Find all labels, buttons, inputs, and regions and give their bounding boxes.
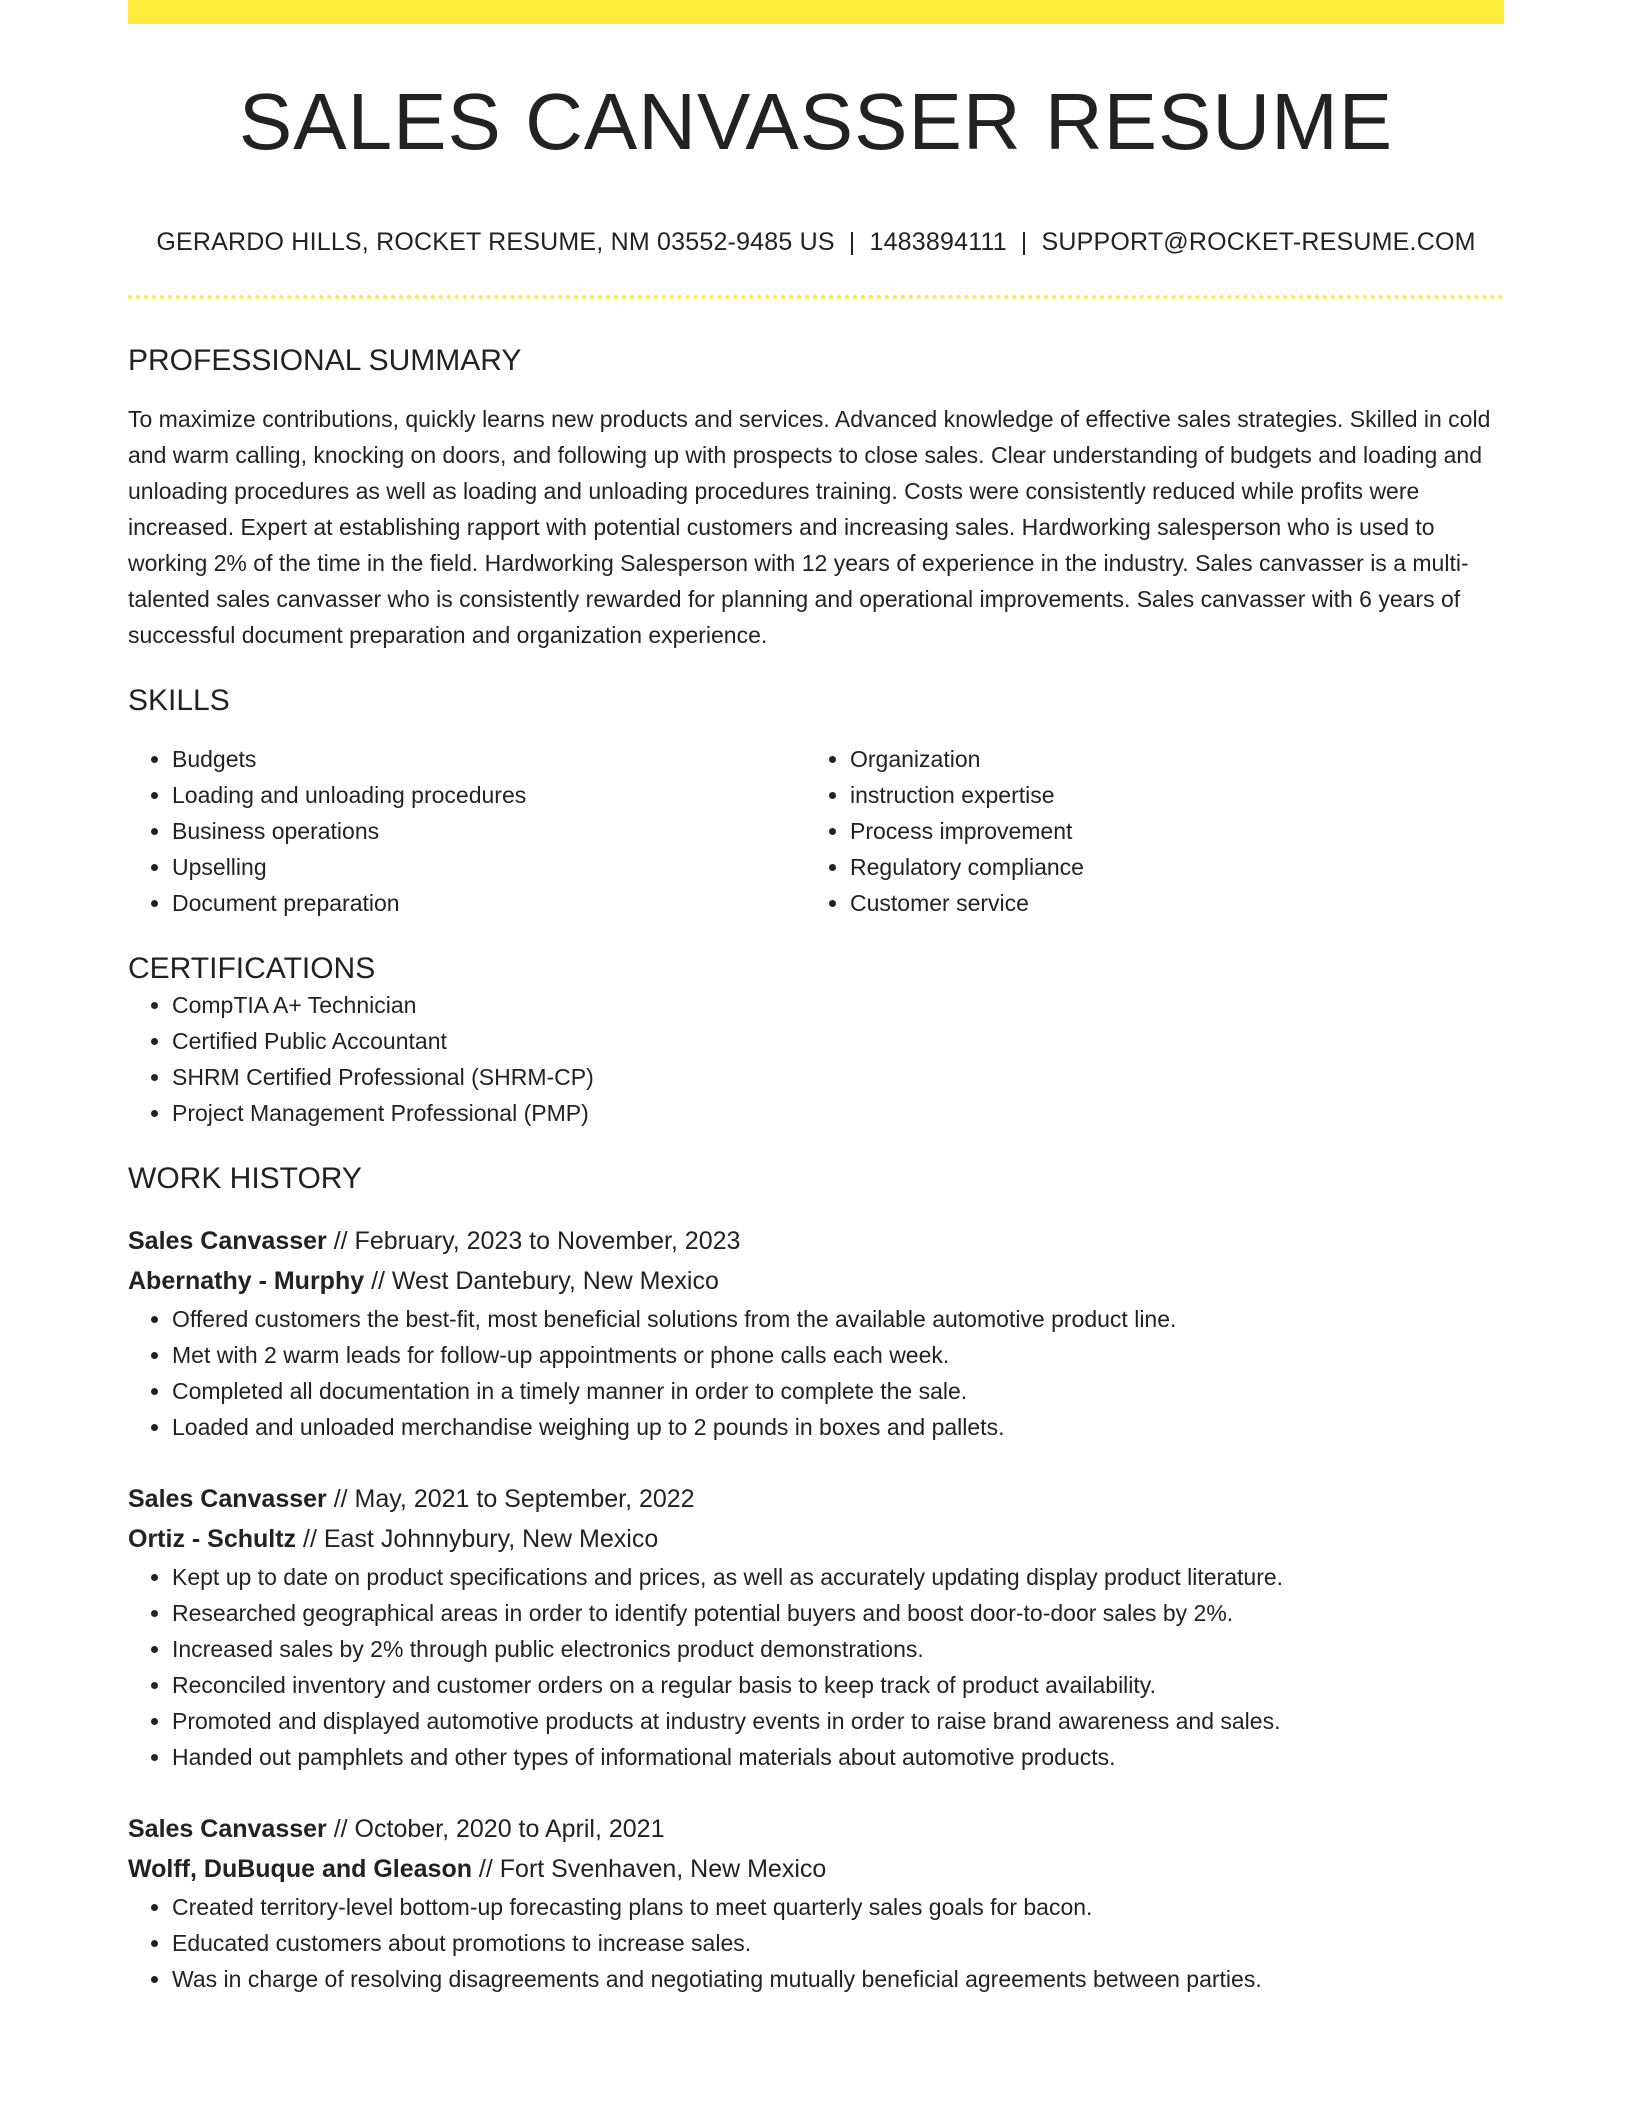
skill-item: • Process improvement (850, 813, 1484, 849)
jobs-container (128, 1221, 1504, 1997)
skill-item: • Budgets (172, 741, 806, 777)
skill-item: • Regulatory compliance (850, 849, 1484, 885)
job-duties-list (128, 1889, 1504, 1997)
skills-section (128, 683, 1504, 921)
contact-separator: | (848, 228, 856, 256)
job-duty-item: • Loaded and unloaded merchandise weighing up to 2 pounds in boxes and pallets. (172, 1409, 1504, 1445)
job-duty-item: • Completed all documentation in a timely manner in order to complete the sale. (172, 1373, 1504, 1409)
contact-address: GERARDO HILLS, ROCKET RESUME, NM 03552-9485 US (156, 228, 835, 256)
contact-phone: 1483894111 (869, 228, 1007, 256)
skill-item: • instruction expertise (850, 777, 1484, 813)
skill-item: • Loading and unloading procedures (172, 777, 806, 813)
resume-page (128, 0, 1504, 1997)
job-title-line (128, 1221, 1504, 1261)
skill-item: • Document preparation (172, 885, 806, 921)
job-dates: // October, 2020 to April, 2021 (326, 1815, 665, 1843)
job-role: Sales Canvasser (128, 1815, 327, 1843)
skills-column-left (128, 741, 806, 921)
certification-item: • SHRM Certified Professional (SHRM-CP) (172, 1059, 1504, 1095)
summary-section (128, 343, 1504, 653)
job-location: // East Johnnybury, New Mexico (296, 1525, 659, 1553)
summary-heading: PROFESSIONAL SUMMARY (128, 344, 522, 377)
job-duty-item: • Created territory-level bottom-up forecasting plans to meet quarterly sales goals for bacon. (172, 1889, 1504, 1925)
job-company: Wolff, DuBuque and Gleason (128, 1855, 472, 1883)
job-title-line (128, 1479, 1504, 1519)
job-company-line (128, 1519, 1504, 1559)
job-company-line (128, 1849, 1504, 1889)
work-history-section (128, 1161, 1504, 1997)
job-duty-item: • Handed out pamphlets and other types of informational materials about automotive products. (172, 1739, 1504, 1775)
summary-text: To maximize contributions, quickly learns new products and services. Advanced knowledge of effective sales strategies. Skilled in cold and warm calling, knocking on doors, and following up with prospects to close sales. Clear understanding of budgets and loading and unloading procedures as well as loading and unloading procedures training. Costs were consistently reduced while profits were increased. Expert at establishing rapport with potential customers and increasing sales. Hardworking salesperson who is used to working 2% of the time in the field. Hardworking Salesperson with 12 years of experience in the industry. Sales canvasser is a multi-talented sales canvasser who is consistently rewarded for planning and operational improvements. Sales canvasser with 6 years of successful document preparation and organization experience. (128, 406, 1491, 648)
work-history-heading: WORK HISTORY (128, 1162, 362, 1195)
contact-line (128, 228, 1504, 257)
job-duty-item: • Promoted and displayed automotive products at industry events in order to raise brand awareness and sales. (172, 1703, 1504, 1739)
certifications-section (128, 951, 1504, 1131)
job-duties-list (128, 1559, 1504, 1775)
job-title-line (128, 1809, 1504, 1849)
certification-item: • Project Management Professional (PMP) (172, 1095, 1504, 1131)
job-duty-item: • Kept up to date on product specifications and prices, as well as accurately updating display product literature. (172, 1559, 1504, 1595)
job-duty-item: • Researched geographical areas in order to identify potential buyers and boost door-to-door sales by 2%. (172, 1595, 1504, 1631)
dotted-divider (128, 295, 1504, 299)
job-company: Abernathy - Murphy (128, 1267, 365, 1295)
job-entry (128, 1221, 1504, 1445)
contact-email: SUPPORT@ROCKET-RESUME.COM (1041, 228, 1476, 256)
job-entry (128, 1809, 1504, 1997)
job-company-line (128, 1261, 1504, 1301)
skill-item: • Organization (850, 741, 1484, 777)
job-duty-item: • Reconciled inventory and customer orders on a regular basis to keep track of product availability. (172, 1667, 1504, 1703)
job-company: Ortiz - Schultz (128, 1525, 297, 1553)
job-duties-list (128, 1301, 1504, 1445)
accent-bar (128, 0, 1504, 24)
skills-heading: SKILLS (128, 684, 230, 717)
contact-separator: | (1020, 228, 1028, 256)
skills-grid (128, 741, 1504, 921)
job-duty-item: • Offered customers the best-fit, most beneficial solutions from the available automotive product line. (172, 1301, 1504, 1337)
skills-column-right (806, 741, 1484, 921)
certification-item: • CompTIA A+ Technician (172, 987, 1504, 1023)
job-duty-item: • Increased sales by 2% through public electronics product demonstrations. (172, 1631, 1504, 1667)
certifications-list (128, 987, 1504, 1131)
job-role: Sales Canvasser (128, 1485, 327, 1513)
skill-item: • Customer service (850, 885, 1484, 921)
job-duty-item: • Was in charge of resolving disagreements and negotiating mutually beneficial agreements between parties. (172, 1961, 1504, 1997)
job-entry (128, 1479, 1504, 1775)
job-duty-item: • Met with 2 warm leads for follow-up appointments or phone calls each week. (172, 1337, 1504, 1373)
job-dates: // May, 2021 to September, 2022 (326, 1485, 695, 1513)
job-role: Sales Canvasser (128, 1227, 327, 1255)
resume-title: SALES CANVASSER RESUME (238, 77, 1394, 166)
job-location: // West Dantebury, New Mexico (364, 1267, 719, 1295)
skills-list-right (806, 741, 1484, 921)
skills-list-left (128, 741, 806, 921)
skill-item: • Business operations (172, 813, 806, 849)
certifications-heading: CERTIFICATIONS (128, 952, 376, 985)
job-duty-item: • Educated customers about promotions to increase sales. (172, 1925, 1504, 1961)
certification-item: • Certified Public Accountant (172, 1023, 1504, 1059)
job-dates: // February, 2023 to November, 2023 (326, 1227, 741, 1255)
skill-item: • Upselling (172, 849, 806, 885)
job-location: // Fort Svenhaven, New Mexico (471, 1855, 827, 1883)
